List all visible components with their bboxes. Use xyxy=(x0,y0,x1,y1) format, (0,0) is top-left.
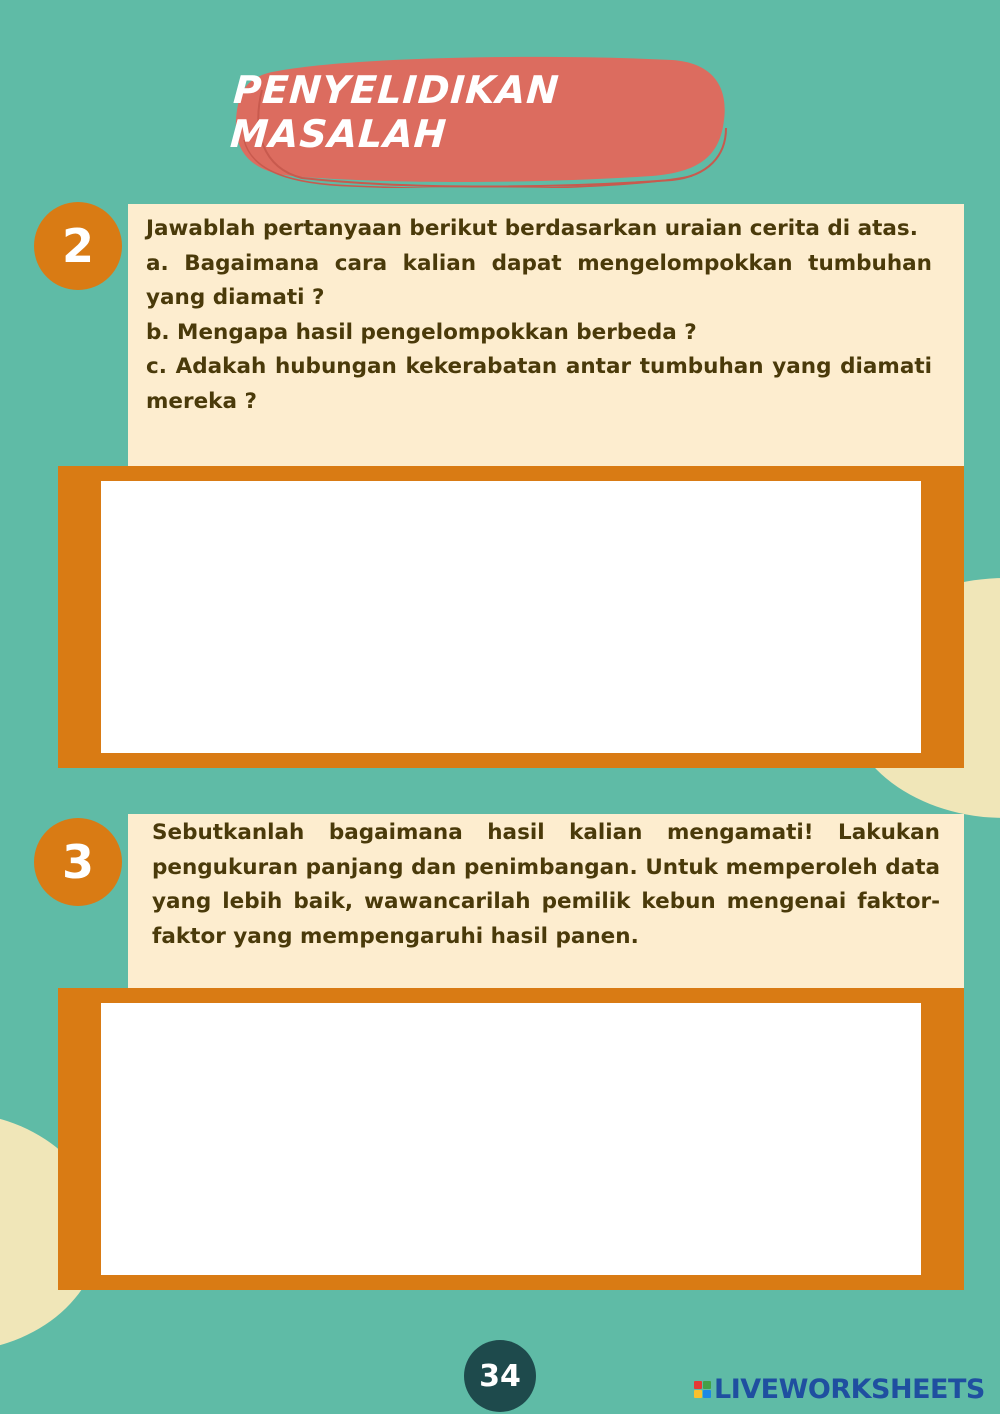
question-panel-3 xyxy=(128,814,964,994)
logo-square xyxy=(694,1390,702,1398)
section-number-badge: 3 xyxy=(34,818,122,906)
answer-frame-3 xyxy=(58,988,964,1290)
section-number-badge: 2 xyxy=(34,202,122,290)
question-a: a. Bagaimana cara kalian dapat mengelompokkan tumbuhan yang diamati ? xyxy=(146,250,932,310)
logo-square xyxy=(694,1381,702,1389)
page-title: PENYELIDIKAN MASALAH xyxy=(228,68,561,156)
title-banner xyxy=(228,50,730,188)
answer-input-3[interactable] xyxy=(101,1003,921,1275)
question-intro: Jawablah pertanyaan berikut berdasarkan uraian cerita di atas. xyxy=(146,216,918,241)
brand-name: LIVEWORKSHEETS xyxy=(714,1373,985,1405)
question-c: c. Adakah hubungan kekerabatan antar tumbuhan yang diamati mereka ? xyxy=(146,354,932,414)
question-panel-2 xyxy=(128,204,964,474)
question-text: Sebutkanlah bagaimana hasil kalian mengamati! Lakukan pengukuran panjang dan penimbangan. Untuk memperoleh data yang lebih baik, wawancarilah pemilik kebun mengenai faktor-faktor yang mempengaruhi hasil panen. xyxy=(152,820,940,949)
question-b: b. Mengapa hasil pengelompokkan berbeda ? xyxy=(146,319,697,345)
brand-watermark xyxy=(694,1372,985,1406)
answer-input-2[interactable] xyxy=(101,481,921,753)
page-number-badge: 34 xyxy=(464,1340,536,1412)
logo-square xyxy=(703,1381,711,1389)
liveworksheets-logo-icon xyxy=(694,1381,711,1398)
answer-frame-2 xyxy=(58,466,964,768)
logo-square xyxy=(703,1390,711,1398)
